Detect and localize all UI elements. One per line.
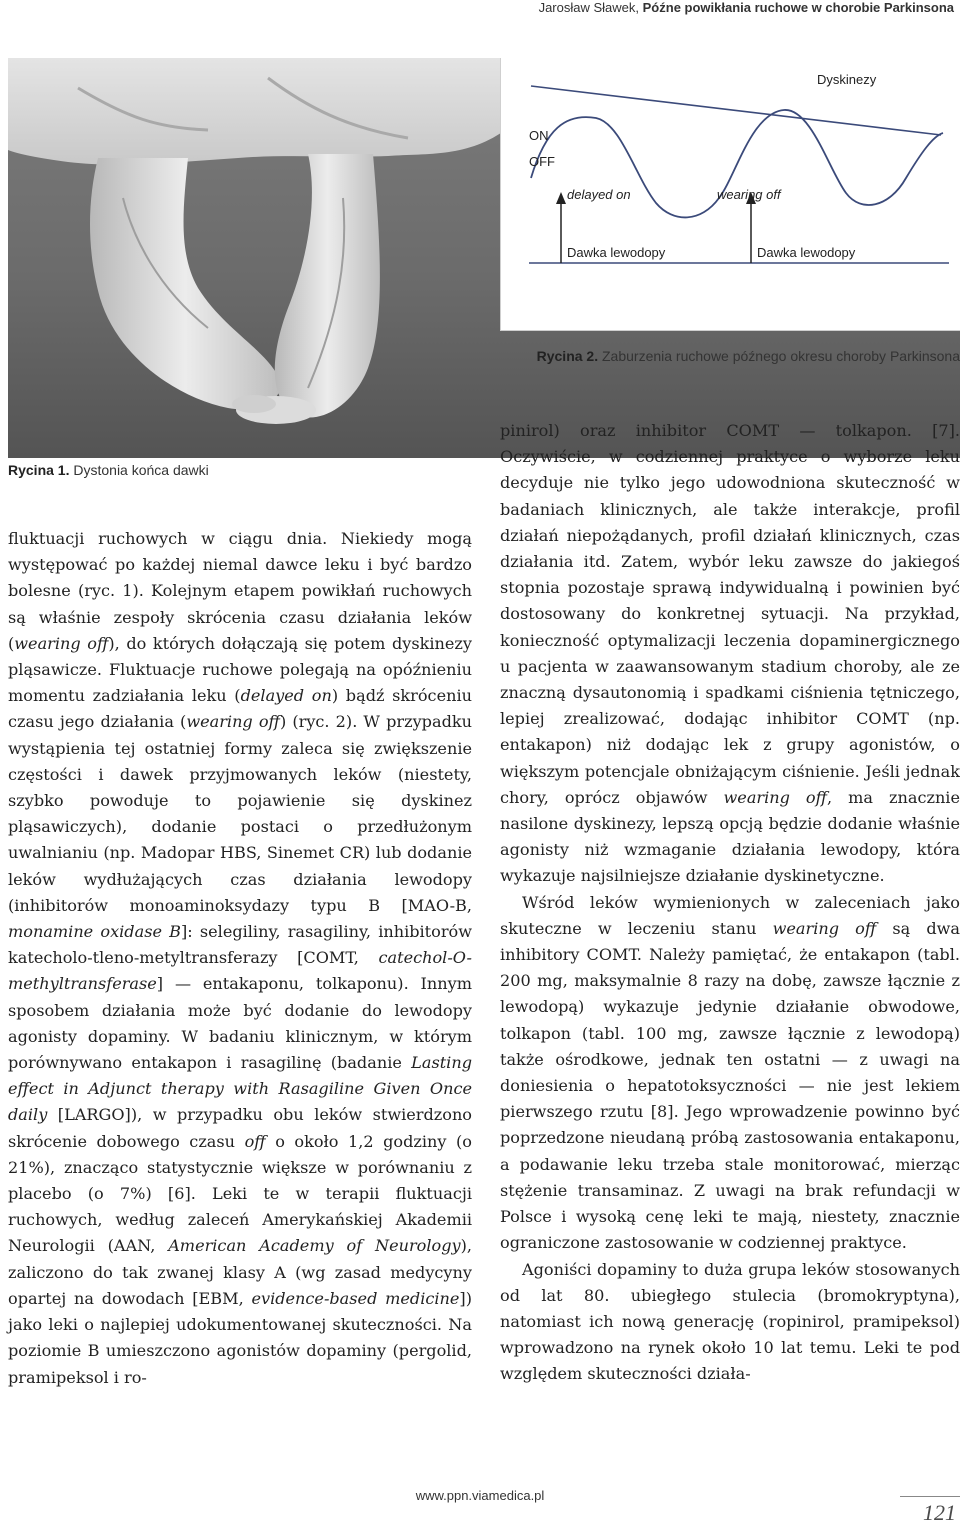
label-dyskinezy: Dyskinezy [817, 72, 877, 87]
figure-2-diagram [500, 58, 960, 331]
text-run: Wśród leków wymienionych w zaleceniach jako skuteczne w leczeniu stanu [500, 892, 960, 938]
text-run: ) bądź skróceniu czasu jego działania ( [8, 686, 472, 732]
figure-2-caption-text: Zaburzenia ruchowe późnego okresu choroby Parkinsona [602, 348, 960, 364]
label-delayed-on: delayed on [567, 187, 631, 202]
italic-term: wearing off [723, 787, 828, 807]
text-run: ]) jako leki o najlepiej udokumentowanej skuteczności. Na poziomie B umieszczono agonistów dopaminy (pergolid, pramipeksol i ro- [8, 1288, 472, 1387]
body-column-left [8, 526, 472, 1391]
italic-term: monamine oxidase B [8, 922, 181, 942]
header-title: Późne powikłania ruchowe w chorobie Parkinsona [642, 0, 954, 15]
running-header [0, 0, 960, 20]
italic-term: wearing off [772, 918, 877, 938]
body-column-right [500, 418, 960, 1388]
figure-1-caption-text: Dystonia końca dawki [73, 462, 209, 478]
footer-url: www.ppn.viamedica.pl [415, 1488, 545, 1503]
paragraph [500, 1257, 960, 1388]
text-run: ) (ryc. 2). W przypadku wystąpienia tej ostatniej formy zaleca się zwiększenie częstości i dawek przyjmowanych leków (niestety, szybko powoduje to pojawienie się dyskinez pląsawiczych), dodanie postaci o przedłużonym uwalnianiu (np. Madopar HBS, Sinemet CR) lub dodanie leków wydłużających czas działania lewodopy (inhibitorów monoaminoksydazy typu B [MAO-B, [8, 712, 472, 915]
text-run: ), zaliczono do tak zwanej klasy A (wg zasad medycyny opartej na dowodach [EBM, [8, 1236, 472, 1308]
italic-term: evidence-based medicine [251, 1288, 460, 1308]
text-run: ] — entakaponu, tolkaponu). Innym sposobem działania może być dodanie do lewodopy agonisty dopaminy. W badaniu klinicznym, w którym porównywano entakapon i rasagilinę (badanie [8, 974, 472, 1073]
label-dose-1: Dawka lewodopy [567, 245, 666, 260]
text-run: , ma znacznie nasilone dyskinezy, lepszą opcją będzie dodanie właśnie agonisty niż wzmaganie działania lewodopy, która wykazuje najsilniejsze działanie dyskinetyczne. [500, 787, 960, 886]
dose-arrow-1-head [556, 192, 566, 204]
text-run: ]: selegiliny, rasagiliny, inhibitorów katecholo-tleno-metyltransferazy [COMT, [8, 922, 472, 968]
italic-term: Lasting effect in Adjunct therapy with Rasagiline Given Once daily [8, 1053, 472, 1125]
text-run: fluktuacji ruchowych w ciągu dnia. Niekiedy mogą występować po każdej niemal dawce leku i być bardzo bolesne (ryc. 1). Kolejnym etapem powikłań ruchowych są właśnie zespoły skrócenia czasu działania leków ( [8, 529, 472, 653]
footer-divider [900, 1496, 960, 1497]
text-run: [LARGO]), w przypadku obu leków stwierdzono skrócenie dobowego czasu [8, 1105, 472, 1151]
italic-term: off [244, 1131, 266, 1151]
paragraph [500, 418, 960, 890]
page-number: 121 [923, 1500, 956, 1525]
figure-1-label: Rycina 1. [8, 462, 70, 478]
label-on: ON [529, 128, 549, 143]
italic-term: catechol-O-methyltransferase [8, 948, 472, 994]
text-run: pinirol) oraz inhibitor COMT — tolkapon. [7]. Oczywiście, w codziennej praktyce o wyborze leku decyduje nie tylko jego udowodniona skuteczność w badaniach klinicznych, ale także interakcje, profil działań niepożądanych, profil działań klinicznych, czas działania itd. Zatem, wybór leku zawsze do jakiegoś stopnia pozostaje sprawą indywidualną i powinien być dostosowany do konkretnej sytuacji. Na przykład, konieczność optymalizacji leczenia dopaminergicznego u pacjenta w zaawansowanym stadium choroby, ale ze znaczną dysautonomią i spadkami ciśnienia tętniczego, lepiej zrealizować, dodając inhibitor COMT (np. entakapon) niż dodając lek z grupy agonistów, o większym potencjale obniżającym ciśnienie. Jeśli jednak chory, oprócz objawów [500, 421, 960, 807]
italic-term: wearing off [14, 633, 109, 653]
paragraph [500, 890, 960, 1257]
label-dose-2: Dawka lewodopy [757, 245, 856, 260]
italic-term: delayed on [240, 686, 332, 706]
italic-term: wearing off [186, 712, 280, 732]
label-wearing-off: wearing off [717, 187, 781, 202]
text-run: o około 1,2 godziny (o 21%), znacząco statystycznie większe w porównaniu z placebo (o 7%) [6]. Leki te w terapii fluktuacji ruchowych, według zaleceń Amerykańskiej Akademii Neurologii (AAN, [8, 1131, 472, 1256]
paragraph [8, 526, 472, 1391]
figure-1-caption [8, 462, 209, 478]
text-run: Agoniści dopaminy to duża grupa leków stosowanych od lat 80. ubiegłego stulecia (bromokryptyna), natomiast ich nową generację (ropinirol, pramipeksol) wprowadzono na rynek około 10 lat temu. Leki te pod względem skuteczności działa- [500, 1259, 960, 1384]
italic-term: American Academy of Neurology [168, 1236, 461, 1256]
figure-2-caption [500, 348, 960, 364]
text-run: są dwa inhibitory COMT. Należy pamiętać, że entakapon (tabl. 200 mg, maksymalnie 8 razy na dobę, zawsze łącznie z lewodopą) wykazuje jedynie działanie obwodowe, tolkapon (tabl. 100 mg, zawsze łącznie z lewodopą) także ośrodkowe, jednak ten ostatni — z uwagi na doniesienia o hepatotoksyczności — nie jest lekiem pierwszego rzutu [8]. Jego wprowadzenie powinno być poprzedzone nieudaną próbą zastosowania entakaponu, a podawanie leku trzeba stale monitorować, mierząc stężenie transaminaz. Z uwagi na brak refundacji w Polsce i wysoką cenę leki te mają, niestety, znacznie ograniczone zastosowanie w codziennej praktyce. [500, 918, 960, 1253]
text-run: ), do których dołączają się potem dyskinezy pląsawicze. Fluktuacje ruchowe polegają na opóźnieniu momentu zadziałania leku ( [8, 633, 472, 706]
label-off: OFF [529, 154, 555, 169]
figure-2-label: Rycina 2. [536, 348, 599, 364]
dyskinesia-threshold-line [531, 86, 941, 135]
header-author: Jarosław Sławek, [538, 0, 640, 15]
